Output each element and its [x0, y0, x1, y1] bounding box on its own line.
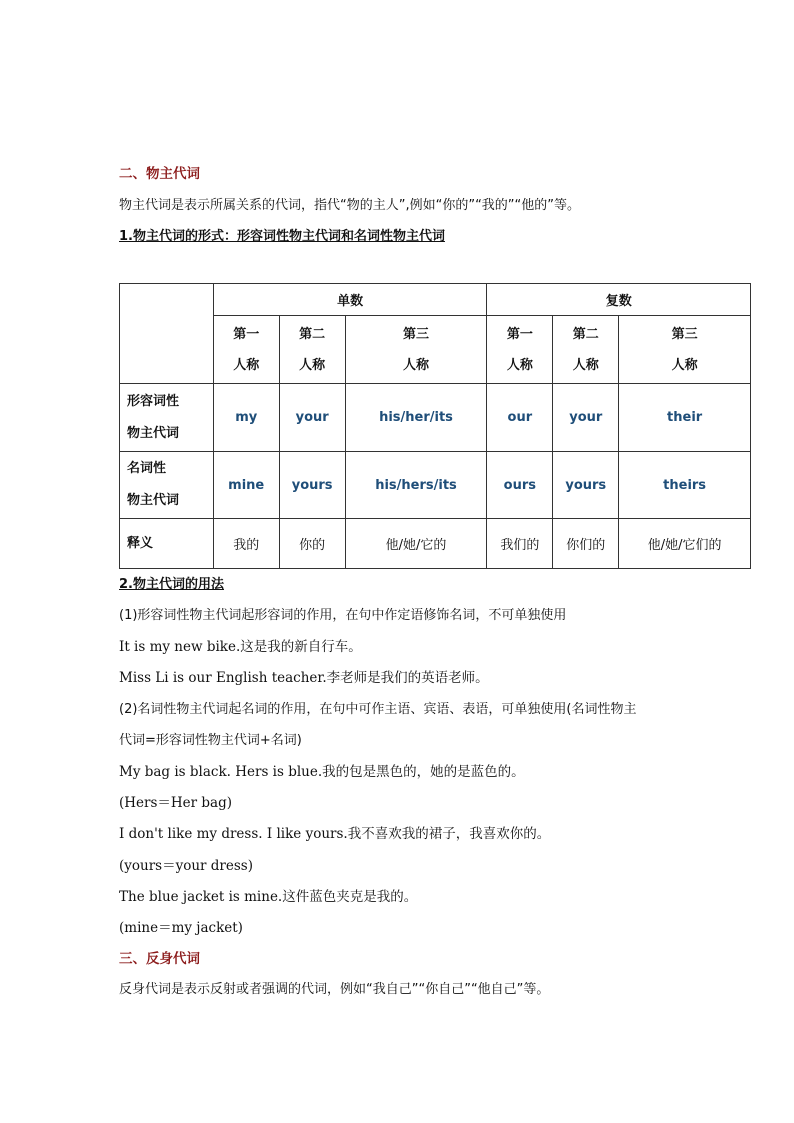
example-4: I don't like my dress. I like yours.我不喜欢我的裙子，我喜欢你的。: [119, 826, 551, 842]
plural-header: 复数: [487, 284, 751, 316]
usage-rule-1: (1)形容词性物主代词起形容词的作用，在句中作定语修饰名词，不可单独使用: [119, 608, 567, 623]
singular-header: 单数: [213, 284, 487, 316]
table-header-row: [120, 284, 751, 316]
table-cell: mine: [213, 452, 279, 519]
section2-heading: 二、物主代词: [119, 166, 200, 182]
adjective-row-label: 形容词性 物主代词: [120, 384, 214, 452]
example-2: Miss Li is our English teacher.李老师是我们的英语老师。: [119, 670, 489, 686]
person-header: 第二 人称: [279, 316, 345, 384]
example-5-note: (mine＝my jacket): [119, 920, 243, 936]
meaning-row: [120, 519, 751, 569]
subheading-usage: 2.物主代词的用法: [119, 577, 224, 592]
person-header: 第三 人称: [619, 316, 751, 384]
example-4-note: (yours＝your dress): [119, 858, 253, 874]
section3-heading: 三、反身代词: [119, 951, 200, 967]
person-header: 第一 人称: [487, 316, 553, 384]
table-cell: 我的: [213, 519, 279, 569]
table-cell: theirs: [619, 452, 751, 519]
person-header: 第三 人称: [345, 316, 487, 384]
noun-row-label: 名词性 物主代词: [120, 452, 214, 519]
example-3: My bag is black. Hers is blue.我的包是黑色的，她的是蓝色的。: [119, 764, 525, 780]
table-cell: your: [553, 384, 619, 452]
table-cell: 你的: [279, 519, 345, 569]
table-cell: my: [213, 384, 279, 452]
noun-row: [120, 452, 751, 519]
example-3-note: (Hers＝Her bag): [119, 795, 233, 811]
example-5: The blue jacket is mine.这件蓝色夹克是我的。: [119, 889, 418, 905]
table-corner-cell: [120, 284, 214, 384]
person-header: 第二 人称: [553, 316, 619, 384]
usage-rule-2-line2: 代词=形容词性物主代词+名词): [119, 733, 302, 748]
table-cell: ours: [487, 452, 553, 519]
table-cell: his/hers/its: [345, 452, 487, 519]
table-cell: his/her/its: [345, 384, 487, 452]
person-header-row: [120, 316, 751, 384]
usage-rule-2-line1: (2)名词性物主代词起名词的作用，在句中可作主语、宾语、表语，可单独使用(名词性物主: [119, 702, 637, 717]
table-cell: 他/她/它的: [345, 519, 487, 569]
subheading-forms: 1.物主代词的形式：形容词性物主代词和名词性物主代词: [119, 229, 445, 244]
person-header: 第一 人称: [213, 316, 279, 384]
adjective-row: [120, 384, 751, 452]
table-cell: yours: [553, 452, 619, 519]
meaning-row-label: 释义: [120, 519, 214, 569]
table-cell: yours: [279, 452, 345, 519]
table-cell: our: [487, 384, 553, 452]
table-cell: 他/她/它们的: [619, 519, 751, 569]
table-cell: your: [279, 384, 345, 452]
possessive-pronoun-table: [119, 283, 751, 569]
table-cell: their: [619, 384, 751, 452]
section3-intro: 反身代词是表示反射或者强调的代词，例如“我自己”“你自己”“他自己”等。: [119, 982, 550, 997]
table-cell: 我们的: [487, 519, 553, 569]
section2-intro: 物主代词是表示所属关系的代词，指代“物的主人”,例如“你的”“我的”“他的”等。: [119, 198, 581, 213]
example-1: It is my new bike.这是我的新自行车。: [119, 639, 362, 655]
table-cell: 你们的: [553, 519, 619, 569]
